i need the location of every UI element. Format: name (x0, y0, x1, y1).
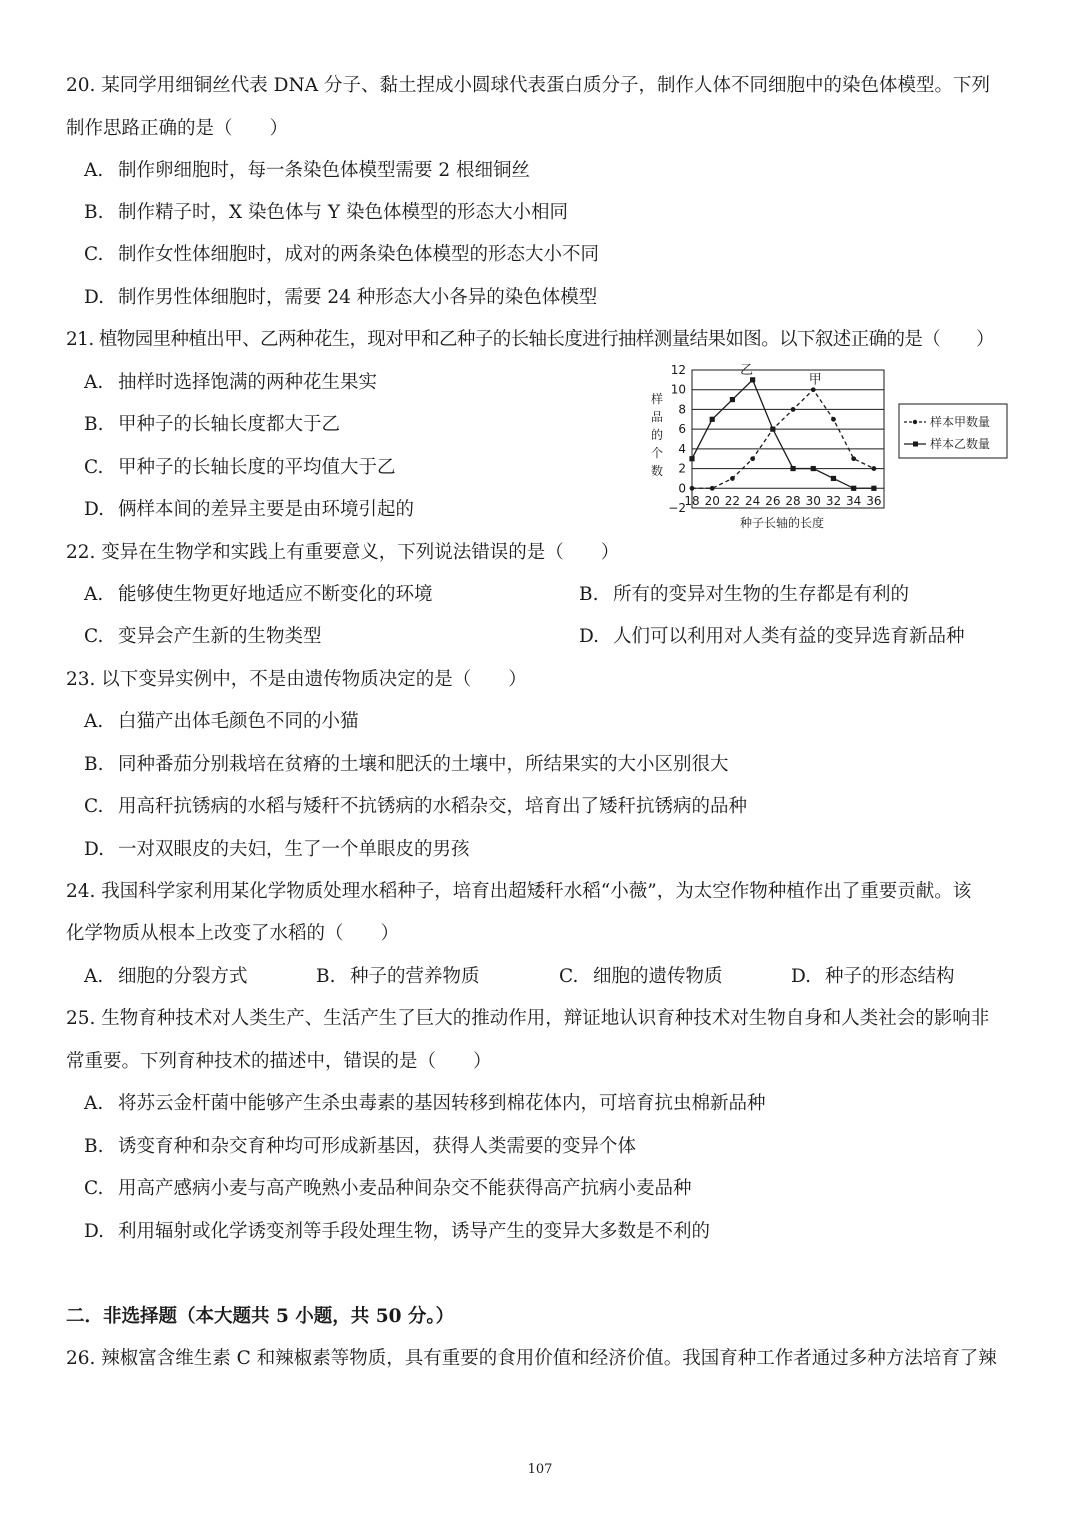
q22-option-b (579, 582, 909, 608)
option-label: A. (84, 584, 104, 605)
q25-option-b (84, 1134, 636, 1160)
option-text: 甲种子的长轴长度的平均值大于乙 (118, 457, 396, 478)
x-tick-label: 30 (805, 494, 821, 508)
option-text: 诱变育种和杂交育种均可形成新基因，获得人类需要的变异个体 (118, 1136, 637, 1157)
q21-stem: 21. 植物园里种植出甲、乙两种花生，现对甲和乙种子的长轴长度进行抽样测量结果如图。以下叙述正确的是（ ） (66, 329, 994, 350)
y-tick-label: −2 (668, 501, 686, 515)
option-label: C. (84, 1178, 104, 1199)
q22-option-c (84, 624, 322, 650)
data-point-jia (851, 456, 856, 461)
option-text: 种子的营养物质 (350, 966, 480, 987)
x-tick-label: 20 (704, 494, 720, 508)
data-point-jia (831, 417, 836, 422)
option-label: D. (84, 839, 105, 860)
y-tick-label: 0 (678, 481, 686, 496)
x-tick-label: 32 (825, 494, 842, 508)
option-text: 俩样本间的差异主要是由环境引起的 (118, 499, 415, 520)
option-label: D. (791, 966, 812, 987)
option-text: 将苏云金杆菌中能够产生杀虫毒素的基因转移到棉花体内，可培育抗虫棉新品种 (118, 1093, 766, 1114)
option-label: D. (84, 1221, 105, 1242)
x-tick-label: 24 (744, 494, 761, 508)
y-axis-label-char: 品 (650, 410, 664, 424)
y-axis-label-char: 样 (650, 392, 664, 406)
option-text: 制作精子时，X 染色体与 Y 染色体模型的形态大小相同 (118, 202, 569, 223)
data-point-jia (750, 456, 755, 461)
q22-option-a (84, 582, 433, 608)
option-text: 用高产感病小麦与高产晚熟小麦品种间杂交不能获得高产抗病小麦品种 (118, 1178, 692, 1199)
q23-option-b (84, 752, 729, 778)
option-label: C. (559, 966, 579, 987)
legend-marker-square (913, 442, 918, 447)
q23-option-c (84, 794, 747, 820)
option-text: 细胞的分裂方式 (118, 966, 248, 987)
data-point-jia (791, 407, 796, 412)
y-tick-label: 12 (670, 363, 686, 377)
option-text: 白猫产出体毛颜色不同的小猫 (118, 711, 359, 732)
option-label: B. (84, 414, 104, 435)
data-point-jia (710, 486, 715, 491)
data-point-yi (851, 486, 856, 491)
q20-stem-line2: 制作思路正确的是（ ） (66, 118, 289, 139)
series-line-jia (692, 390, 874, 489)
q23-stem: 23. 以下变异实例中，不是由遗传物质决定的是（ ） (66, 669, 527, 690)
option-label: D. (84, 287, 105, 308)
q20-option-b (84, 200, 568, 226)
page-number: 107 (527, 1462, 553, 1477)
data-point-yi (689, 456, 694, 461)
x-tick-label: 36 (866, 494, 882, 508)
option-label: C. (84, 457, 104, 478)
q25-stem-line2: 常重要。下列育种技术的描述中，错误的是（ ） (66, 1051, 492, 1072)
option-label: D. (84, 499, 105, 520)
y-tick-label: 4 (678, 441, 686, 456)
q21-option-d (84, 497, 414, 523)
option-text: 细胞的遗传物质 (593, 966, 723, 987)
series-line-yi (692, 380, 874, 488)
y-tick-label: 8 (678, 402, 686, 417)
x-tick-label: 28 (785, 494, 801, 508)
option-label: C. (84, 244, 104, 265)
q23-option-d (84, 837, 470, 863)
option-text: 一对双眼皮的夫妇，生了一个单眼皮的男孩 (118, 839, 470, 860)
x-tick-label: 34 (846, 494, 862, 508)
legend-label: 样本甲数量 (930, 415, 991, 429)
q24-stem-line2: 化学物质从根本上改变了水稻的（ ） (66, 923, 400, 944)
option-text: 所有的变异对生物的生存都是有利的 (613, 584, 910, 605)
data-point-yi (831, 476, 836, 481)
option-label: A. (84, 1093, 104, 1114)
q25-option-d (84, 1219, 710, 1245)
y-tick-label: 10 (670, 382, 686, 397)
y-axis-label-char: 的 (650, 428, 664, 442)
x-tick-label: 18 (684, 494, 700, 508)
q24-stem-line1: 24. 我国科学家利用某化学物质处理水稻种子，培育出超矮秆水稻“小薇”，为太空作物种植作出了重要贡献。该 (66, 881, 972, 902)
option-label: D. (579, 626, 600, 647)
q20-option-c (84, 242, 599, 268)
legend-label: 样本乙数量 (930, 437, 991, 451)
data-point-yi (790, 466, 795, 471)
option-text: 能够使生物更好地适应不断变化的环境 (118, 584, 433, 605)
section-title: 二．非选择题（本大题共 5 小题，共 50 分。） (66, 1306, 455, 1327)
x-tick-label: 26 (765, 494, 781, 508)
option-text: 甲种子的长轴长度都大于乙 (118, 414, 341, 435)
q21-option-c (84, 455, 396, 481)
option-text: 制作男性体细胞时，需要 24 种形态大小各异的染色体模型 (118, 287, 598, 308)
x-axis-label: 种子长轴的长度 (739, 516, 825, 530)
y-axis-label-char: 个 (650, 446, 664, 460)
y-axis-label-char: 数 (650, 464, 664, 478)
q25-stem-line1: 25. 生物育种技术对人类生产、生活产生了巨大的推动作用，辩证地认识育种技术对生物自身和人类社会的影响非 (66, 1008, 990, 1029)
y-tick-label: 6 (678, 422, 686, 437)
data-point-yi (730, 397, 735, 402)
data-point-yi (770, 427, 775, 432)
option-label: A. (84, 711, 104, 732)
y-tick-label: 2 (678, 461, 686, 476)
x-tick-label: 22 (724, 494, 741, 508)
option-text: 制作卵细胞时，每一条染色体模型需要 2 根细铜丝 (118, 160, 531, 181)
q25-option-c (84, 1176, 692, 1202)
q23-option-a (84, 709, 359, 735)
series-peak-label: 乙 (740, 362, 754, 378)
q21-option-b (84, 412, 340, 438)
q20-option-d (84, 285, 597, 311)
q22-stem: 22. 变异在生物学和实践上有重要意义，下列说法错误的是（ ） (66, 542, 620, 563)
data-point-jia (871, 466, 876, 471)
option-text: 变异会产生新的生物类型 (118, 626, 322, 647)
option-label: B. (316, 966, 336, 987)
seed-length-chart (646, 360, 1016, 532)
q20-stem-line1: 20. 某同学用细铜丝代表 DNA 分子、黏土捏成小圆球代表蛋白质分子，制作人体不同细胞中的染色体模型。下列 (66, 75, 990, 96)
option-text: 人们可以利用对人类有益的变异选育新品种 (613, 626, 965, 647)
q21-option-a (84, 370, 377, 396)
option-label: A. (84, 966, 104, 987)
data-point-jia (811, 387, 816, 392)
q24-option-c (559, 964, 723, 990)
option-text: 抽样时选择饱满的两种花生果实 (118, 372, 378, 393)
q20-option-a (84, 158, 530, 184)
option-label: B. (84, 1136, 104, 1157)
data-point-yi (710, 417, 715, 422)
option-label: B. (84, 202, 104, 223)
option-text: 同种番茄分别栽培在贫瘠的土壤和肥沃的土壤中，所结果实的大小区别很大 (118, 754, 729, 775)
data-point-jia (690, 486, 695, 491)
data-point-yi (811, 466, 816, 471)
data-point-jia (730, 476, 735, 481)
option-label: C. (84, 626, 104, 647)
option-label: C. (84, 796, 104, 817)
option-text: 制作女性体细胞时，成对的两条染色体模型的形态大小不同 (118, 244, 600, 265)
data-point-yi (871, 486, 876, 491)
option-label: A. (84, 160, 104, 181)
data-point-yi (750, 377, 755, 382)
q22-option-d (579, 624, 965, 650)
option-label: A. (84, 372, 104, 393)
q24-option-b (316, 964, 480, 990)
option-text: 种子的形态结构 (825, 966, 955, 987)
option-label: B. (84, 754, 104, 775)
option-text: 用高秆抗锈病的水稻与矮秆不抗锈病的水稻杂交，培育出了矮秆抗锈病的品种 (118, 796, 748, 817)
option-label: B. (579, 584, 599, 605)
q25-option-a (84, 1091, 766, 1117)
q24-option-a (84, 964, 248, 990)
legend-marker-dot (913, 420, 917, 424)
option-text: 利用辐射或化学诱变剂等手段处理生物，诱导产生的变异大多数是不利的 (118, 1221, 711, 1242)
q24-option-d (791, 964, 955, 990)
q26-stem: 26. 辣椒富含维生素 C 和辣椒素等物质，具有重要的食用价值和经济价值。我国育种工作者通过多种方法培育了辣 (66, 1348, 997, 1369)
series-peak-label: 甲 (808, 372, 822, 388)
